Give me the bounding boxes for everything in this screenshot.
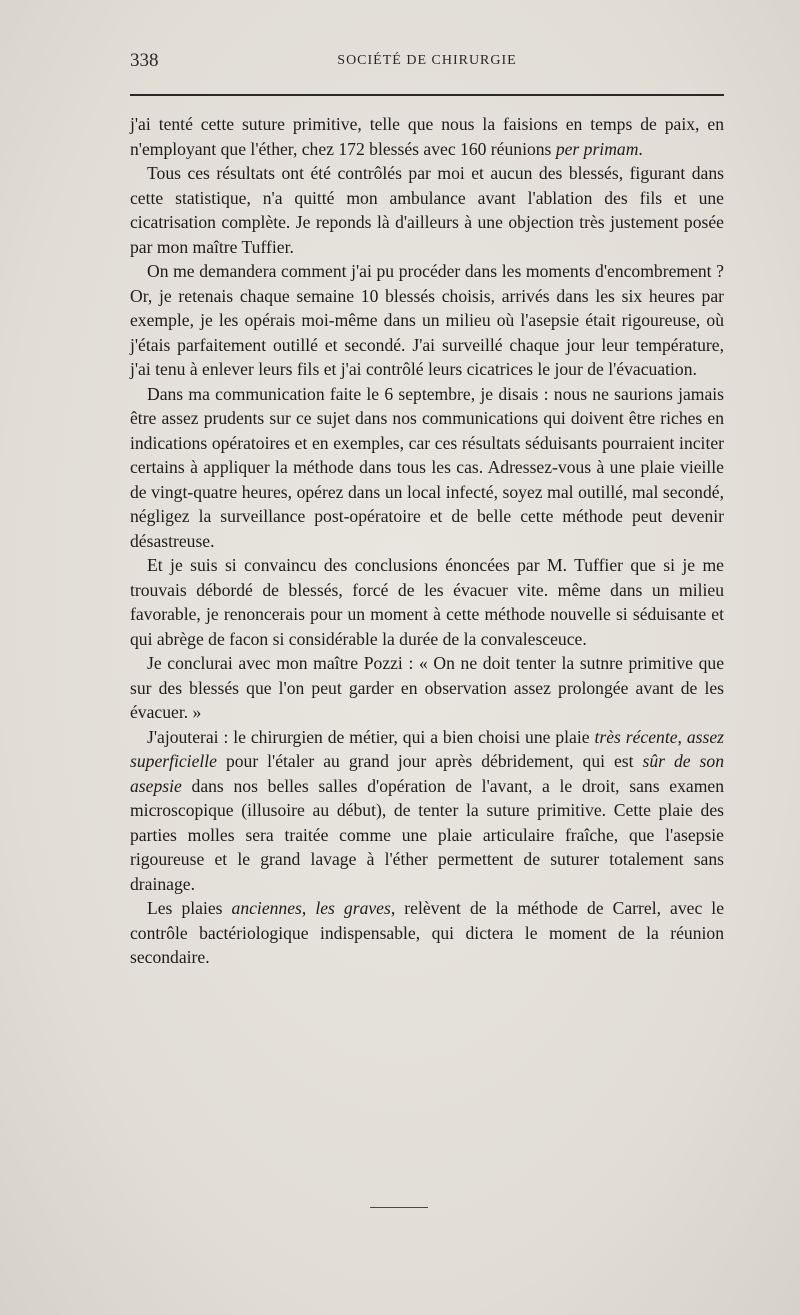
paragraph-1: j'ai tenté cette suture primitive, telle que nous la faisions en temps de paix, en n'employant que l'éther, chez 172 blessés avec 160 réunions per primam. — [130, 114, 724, 159]
end-rule — [370, 1207, 428, 1208]
paragraph-4: Dans ma communication faite le 6 septembre, je disais : nous ne saurions jamais être assez prudents sur ce sujet dans nos communications qui doivent être riches en indications opératoires et en exemples, car ces résultats séduisants pourraient inciter certains à appliquer la méthode dans tous les cas. Adressez-vous à une plaie vieille de vingt-quatre heures, opérez dans un local infecté, soyez mal outillé, mal secondé, négligez la surveillance post-opératoire et de belle cette méthode peut devenir désastreuse. — [130, 383, 724, 551]
paragraph-8: Les plaies anciennes, les graves, relèvent de la méthode de Carrel, avec le contrôle bactériologique indispensable, qui dictera le moment de la réunion secondaire. — [130, 898, 724, 967]
paragraph-3: On me demandera comment j'ai pu procéder dans les moments d'encombrement ? Or, je retenais chaque semaine 10 blessés choisis, arrivés dans les six heures par exemple, je les opérais moi-même dans un milieu où l'asepsie était rigoureuse, où j'étais parfaitement outillé et secondé. J'ai surveillé chaque jour leur température, j'ai tenu à enlever leurs fils et j'ai contrôlé leurs cicatrices le jour de l'évacuation. — [130, 261, 724, 379]
paragraph-2: Tous ces résultats ont été contrôlés par moi et aucun des blessés, figurant dans cette statistique, n'a quitté mon ambulance avant l'ablation des fils et une cicatrisation complète. Je reponds là d'ailleurs à une objection très justement posée par mon maître Tuffier. — [130, 163, 724, 257]
page-header — [130, 50, 724, 80]
page-number: 338 — [130, 50, 159, 71]
paragraph-5: Et je suis si convaincu des conclusions énoncées par M. Tuffier que si je me trouvais débordé de blessés, forcé de les évacuer vite. même dans un milieu favorable, je renoncerais pour un moment à cette méthode nouvelle si séduisante et qui abrège de facon si considérable la durée de la convalesceuce. — [130, 555, 724, 649]
paragraph-6: Je conclurai avec mon maître Pozzi : « On ne doit tenter la sutnre primitive que sur des blessés que l'on peut garder en observation assez prolongée avant de les évacuer. » — [130, 653, 724, 722]
running-title: SOCIÉTÉ DE CHIRURGIE — [337, 53, 517, 68]
paragraph-7: J'ajouterai : le chirurgien de métier, qui a bien choisi une plaie très récente, assez superficielle pour l'étaler au grand jour après débridement, qui est sûr de son asepsie dans nos belles salles d'opération de l'avant, a le droit, sans examen microscopique (illusoire au début), de tenter la suture primitive. Cette plaie des parties molles sera traitée comme une plaie articulaire fraîche, que l'asepsie rigoureuse et le grand lavage à l'éther permettent de suturer totalement sans drainage. — [130, 726, 725, 894]
body-text — [130, 112, 724, 970]
header-rule — [130, 94, 724, 96]
